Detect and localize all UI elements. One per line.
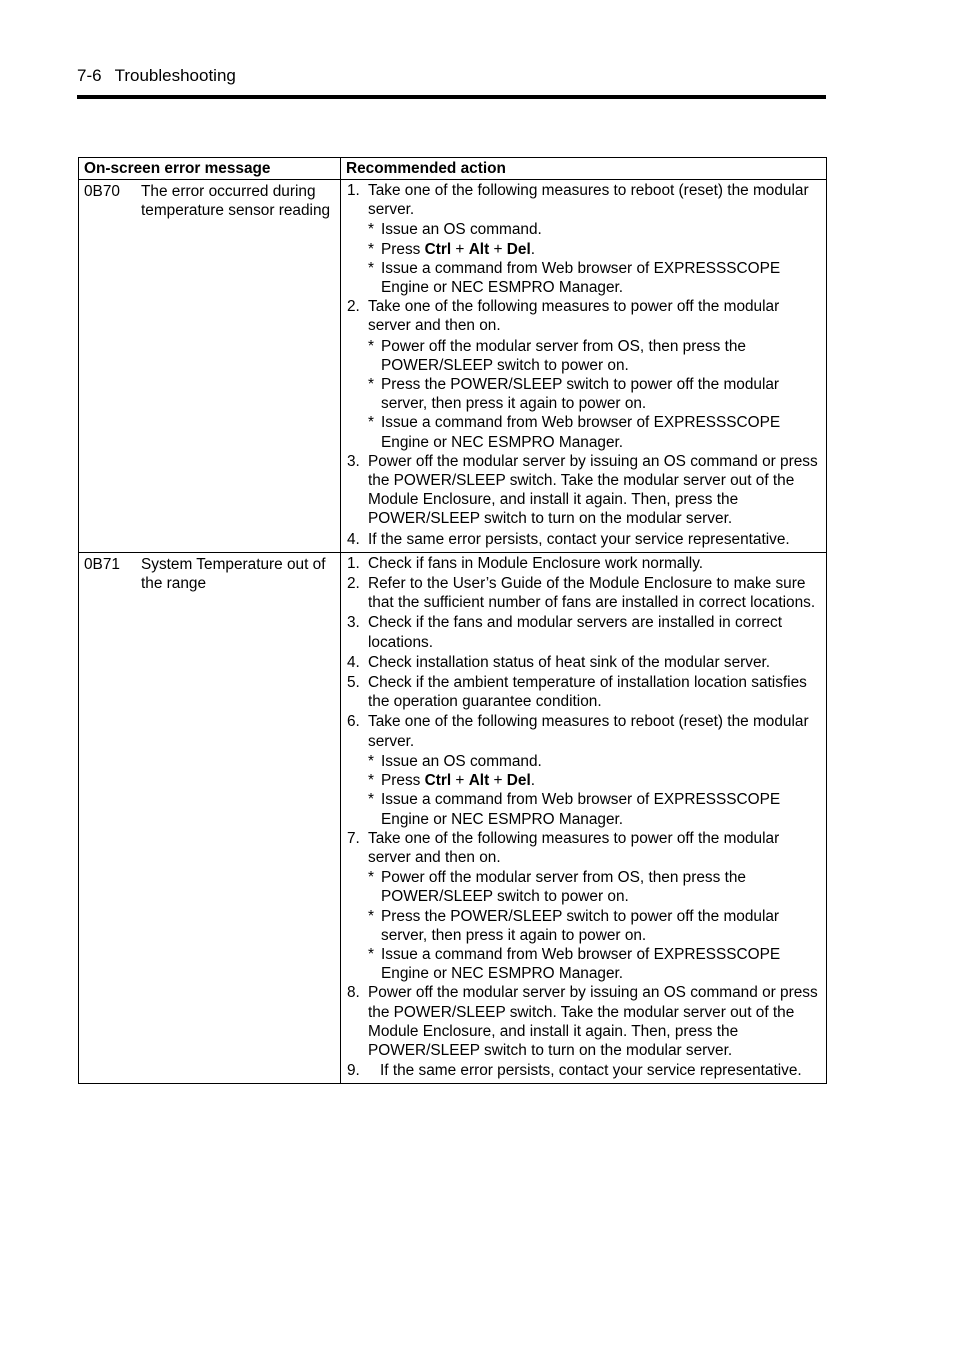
action-subitem: * Press the POWER/SLEEP switch to power off the modular server, then press it again to power on.	[368, 376, 780, 413]
action-subitem: * Issue a command from Web browser of EXPRESSSCOPE Engine or NEC ESMPRO Manager.	[368, 945, 781, 983]
action-item: 4. If the same error persists, contact your service representative.	[347, 530, 790, 548]
action-item: 1. Take one of the following measures to reboot (reset) the modular server.	[347, 182, 809, 219]
column-header-message: On-screen error message	[79, 158, 341, 180]
error-message: System Temperature out of the range	[141, 555, 326, 593]
key-ctrl: Ctrl	[424, 240, 452, 258]
key-del: Del	[506, 772, 531, 790]
error-message: The error occurred during temperature sensor reading	[141, 183, 331, 220]
action-subitem: * Issue an OS command.	[368, 221, 542, 239]
section-title: Troubleshooting	[114, 66, 236, 85]
action-subitem: * Issue an OS command.	[368, 752, 542, 770]
key-alt: Alt	[468, 772, 490, 790]
error-code: 0B70	[84, 183, 120, 200]
action-subitem: * Press Ctrl + Alt + Del.	[368, 240, 535, 258]
table-row	[79, 180, 827, 553]
error-table	[78, 157, 827, 1084]
action-item: 9. If the same error persists, contact your service representative.	[347, 1062, 802, 1080]
key-del: Del	[506, 240, 531, 258]
error-code: 0B71	[84, 555, 120, 573]
column-header-action: Recommended action	[341, 158, 827, 180]
action-subitem: * Issue a command from Web browser of EXPRESSSCOPE Engine or NEC ESMPRO Manager.	[368, 414, 781, 451]
action-item: 2. Take one of the following measures to power off the modular server and then on.	[347, 298, 780, 335]
action-subitem: * Power off the modular server from OS, then press the POWER/SLEEP switch to power on.	[368, 337, 746, 374]
action-item: 5. Check if the ambient temperature of installation location satisfies the operation guarantee condition.	[347, 674, 807, 711]
key-ctrl: Ctrl	[424, 772, 452, 790]
action-subitem: * Press the POWER/SLEEP switch to power off the modular server, then press it again to power on.	[368, 907, 780, 944]
table-row	[79, 552, 827, 1083]
action-item: 8. Power off the modular server by issuing an OS command or press the POWER/SLEEP switch. Take the modular server out of the Module Enclosure, and install it again. Then, press the POWER/SLEEP switch to turn on the modular server.	[347, 984, 818, 1059]
section-number: 7-6	[77, 66, 102, 85]
action-item: 3. Check if the fans and modular servers are installed in correct locations.	[347, 614, 783, 651]
error-message-cell	[79, 552, 341, 1083]
action-item: 1. Check if fans in Module Enclosure work normally.	[347, 554, 704, 572]
action-item: 7. Take one of the following measures to power off the modular server and then on.	[347, 829, 780, 866]
error-message-cell	[79, 180, 341, 553]
action-subitem: * Issue a command from Web browser of EXPRESSSCOPE Engine or NEC ESMPRO Manager.	[368, 791, 781, 828]
action-subitem: * Press Ctrl + Alt + Del.	[368, 772, 535, 790]
recommended-action-cell	[341, 180, 827, 553]
table-header-row	[79, 158, 827, 180]
recommended-action-cell	[341, 552, 827, 1083]
page-header	[77, 66, 236, 86]
action-item: 2. Refer to the User’s Guide of the Module Enclosure to make sure that the sufficient number of fans are installed in correct locations.	[347, 575, 816, 612]
action-item: 4. Check installation status of heat sink of the modular server.	[347, 653, 771, 671]
header-rule	[77, 95, 826, 99]
action-item: 6. Take one of the following measures to reboot (reset) the modular server.	[347, 713, 809, 750]
action-subitem: * Issue a command from Web browser of EXPRESSSCOPE Engine or NEC ESMPRO Manager.	[368, 259, 781, 297]
key-alt: Alt	[468, 240, 490, 258]
action-item: 3. Power off the modular server by issuing an OS command or press the POWER/SLEEP switch. Take the modular server out of the Module Enclosure, and install it again. Then, press the POWER/SLEEP switch to turn on the modular server.	[347, 452, 818, 528]
action-subitem: * Power off the modular server from OS, then press the POWER/SLEEP switch to power on.	[368, 869, 746, 906]
